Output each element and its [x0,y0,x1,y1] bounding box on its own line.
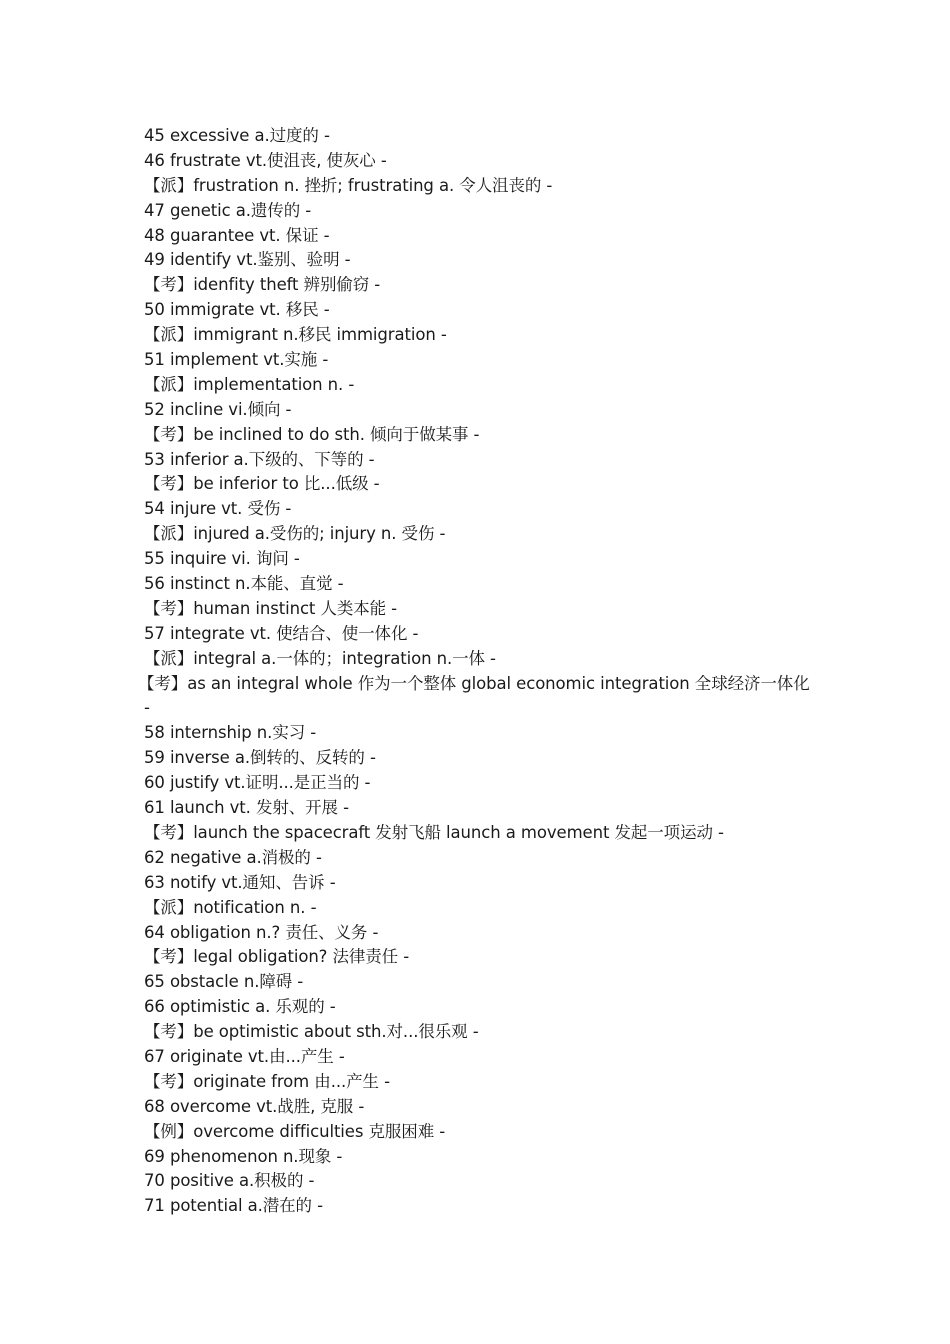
vocab-line: 【考】be inferior to 比...低级 - [144,474,380,494]
vocab-line: 【派】injured a.受伤的; injury n. 受伤 - [144,524,446,544]
vocab-line: 70 positive a.积极的 - [144,1171,315,1191]
vocab-line: 62 negative a.消极的 - [144,847,322,867]
vocab-line: 61 launch vt. 发射、开展 - [144,798,349,818]
vocab-line: 64 obligation n.? 责任、义务 - [144,922,379,942]
vocab-line: 54 injure vt. 受伤 - [144,499,292,519]
vocab-line: 【考】as an integral whole 作为一个整体 global economic integration 全球经济一体化 [138,673,810,693]
vocab-line: 59 inverse a.倒转的、反转的 - [144,748,376,768]
vocab-line: 55 inquire vi. 询问 - [144,549,300,569]
vocab-line: 【派】integral a.一体的；integration n.一体 - [144,648,496,668]
vocab-line: 53 inferior a.下级的、下等的 - [144,449,375,469]
vocab-line: 【考】human instinct 人类本能 - [144,598,398,618]
vocab-line: 【考】originate from 由...产生 - [144,1071,390,1091]
vocab-line: 【考】legal obligation? 法律责任 - [144,947,410,967]
vocab-line: 49 identify vt.鉴别、验明 - [144,250,351,270]
vocab-line: 47 genetic a.遗传的 - [144,200,312,220]
vocab-line: 65 obstacle n.障碍 - [144,972,304,992]
vocab-line: 【派】frustration n. 挫折; frustrating a. 令人沮丧的 - [144,175,553,195]
vocab-line: 【例】overcome difficulties 克服困难 - [144,1121,446,1141]
vocab-line: 45 excessive a.过度的 - [144,126,330,145]
vocab-line: 48 guarantee vt. 保证 - [144,225,330,245]
vocab-line: 58 internship n.实习 - [144,723,317,743]
vocab-line: 60 justify vt.证明...是正当的 - [144,773,371,793]
vocab-line: 63 notify vt.通知、告诉 - [144,872,336,892]
vocab-line: 【派】implementation n. - [144,374,355,394]
vocab-line: 46 frustrate vt.使沮丧, 使灰心 - [144,150,387,170]
vocab-line: 【考】be inclined to do sth. 倾向于做某事 - [144,424,480,444]
vocab-line: 【考】idenfity theft 辨别偷窃 - [144,275,381,295]
vocab-line-continuation: - [144,698,150,718]
vocab-line: 【派】immigrant n.移民 immigration - [144,325,447,345]
vocab-line: 67 originate vt.由...产生 - [144,1046,345,1066]
vocab-line: 52 incline vi.倾向 - [144,399,292,419]
vocabulary-list [138,124,824,1219]
vocab-line: 【考】launch the spacecraft 发射飞船 launch a movement 发起一项运动 - [144,822,724,842]
vocab-line: 56 instinct n.本能、直觉 - [144,574,344,594]
vocab-line: 68 overcome vt.战胜, 克服 - [144,1096,365,1116]
vocab-line: 【考】be optimistic about sth.对...很乐观 - [144,1022,479,1042]
vocab-line: 【派】notification n. - [144,897,317,917]
vocab-line: 50 immigrate vt. 移民 - [144,300,330,320]
vocab-line: 57 integrate vt. 使结合、使一体化 - [144,623,419,643]
vocab-line: 69 phenomenon n.现象 - [144,1146,343,1166]
vocab-line: 66 optimistic a. 乐观的 - [144,997,336,1017]
vocab-line: 51 implement vt.实施 - [144,350,329,370]
vocab-line: 71 potential a.潜在的 - [144,1196,323,1216]
